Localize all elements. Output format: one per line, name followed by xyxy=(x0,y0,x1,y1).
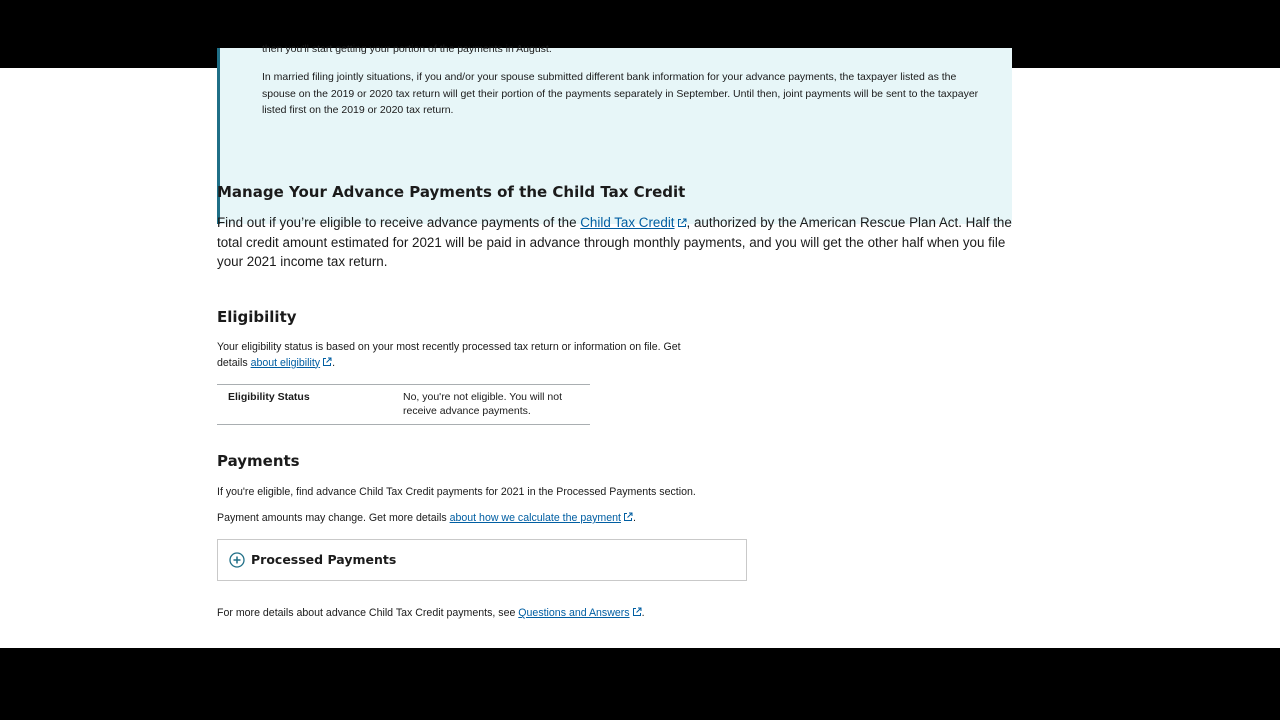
callout-married-text: In married filing jointly situations, if you and/or your spouse submitted different bank information for your advance payments, the taxpayer listed as the spouse on the 2019 or 2020 tax return will get their portion of the payments separately in September. Until then, joint payments will be sent to the taxpayer listed first on the 2019 or 2020 tax return. xyxy=(262,71,979,117)
child-tax-credit-link-label: Child Tax Credit xyxy=(580,215,675,230)
eligibility-heading: Eligibility xyxy=(217,308,297,326)
external-link-icon[interactable] xyxy=(322,357,332,367)
qa-footer-text-end: . xyxy=(641,607,645,619)
payments-line-1: If you're eligible, find advance Child Tax Credit payments for 2021 in the Processed Payments section. xyxy=(217,486,696,498)
external-link-icon[interactable] xyxy=(632,607,642,617)
eligibility-status-table xyxy=(217,384,590,425)
external-link-icon[interactable] xyxy=(677,218,687,228)
questions-answers-link[interactable] xyxy=(518,607,629,619)
eligibility-status-value: No, you're not eligible. You will not receive advance payments. xyxy=(403,391,563,417)
letterbox-bottom xyxy=(0,648,1280,720)
about-eligibility-link[interactable] xyxy=(251,357,321,369)
eligibility-text xyxy=(217,340,687,371)
manage-heading: Manage Your Advance Payments of the Child Tax Credit xyxy=(217,183,686,201)
qa-footer-note xyxy=(217,606,645,621)
callout-partial-text: then you'll start getting your portion of the payments in August. xyxy=(262,43,552,55)
questions-answers-link-label: Questions and Answers xyxy=(518,607,630,619)
about-eligibility-link-label: about eligibility xyxy=(250,356,321,369)
payments-line-2-start: Payment amounts may change. Get more details xyxy=(217,512,450,524)
calculate-payment-link[interactable] xyxy=(450,512,621,524)
intro-text-end: , authorized by the American Rescue Plan Act. Half the total credit amount estimated for 2021 will be paid in advance through monthly payments, and you will get the other half when you file your 2021 income tax return. xyxy=(217,215,1012,270)
eligibility-text-end: . xyxy=(332,356,336,369)
external-link-icon[interactable] xyxy=(623,512,633,522)
calculate-payment-link-label: about how we calculate the payment xyxy=(449,512,621,524)
processed-payments-title[interactable]: Processed Payments xyxy=(251,552,397,567)
intro-text-start: Find out if you’re eligible to receive advance payments of the xyxy=(217,215,581,230)
payments-heading: Payments xyxy=(217,452,300,470)
payments-line-2 xyxy=(217,511,636,526)
eligibility-text-start: Your eligibility status is based on your most recently processed tax return or information on file. Get details xyxy=(217,341,681,369)
processed-payments-accordion[interactable] xyxy=(217,539,747,581)
manage-intro xyxy=(217,213,1017,272)
child-tax-credit-link[interactable] xyxy=(580,215,674,230)
eligibility-status-label: Eligibility Status xyxy=(228,391,310,403)
plus-circle-icon[interactable] xyxy=(229,552,245,568)
page-content xyxy=(0,43,1280,648)
qa-footer-text-start: For more details about advance Child Tax Credit payments, see xyxy=(217,607,519,619)
payments-line-2-end: . xyxy=(632,512,636,524)
